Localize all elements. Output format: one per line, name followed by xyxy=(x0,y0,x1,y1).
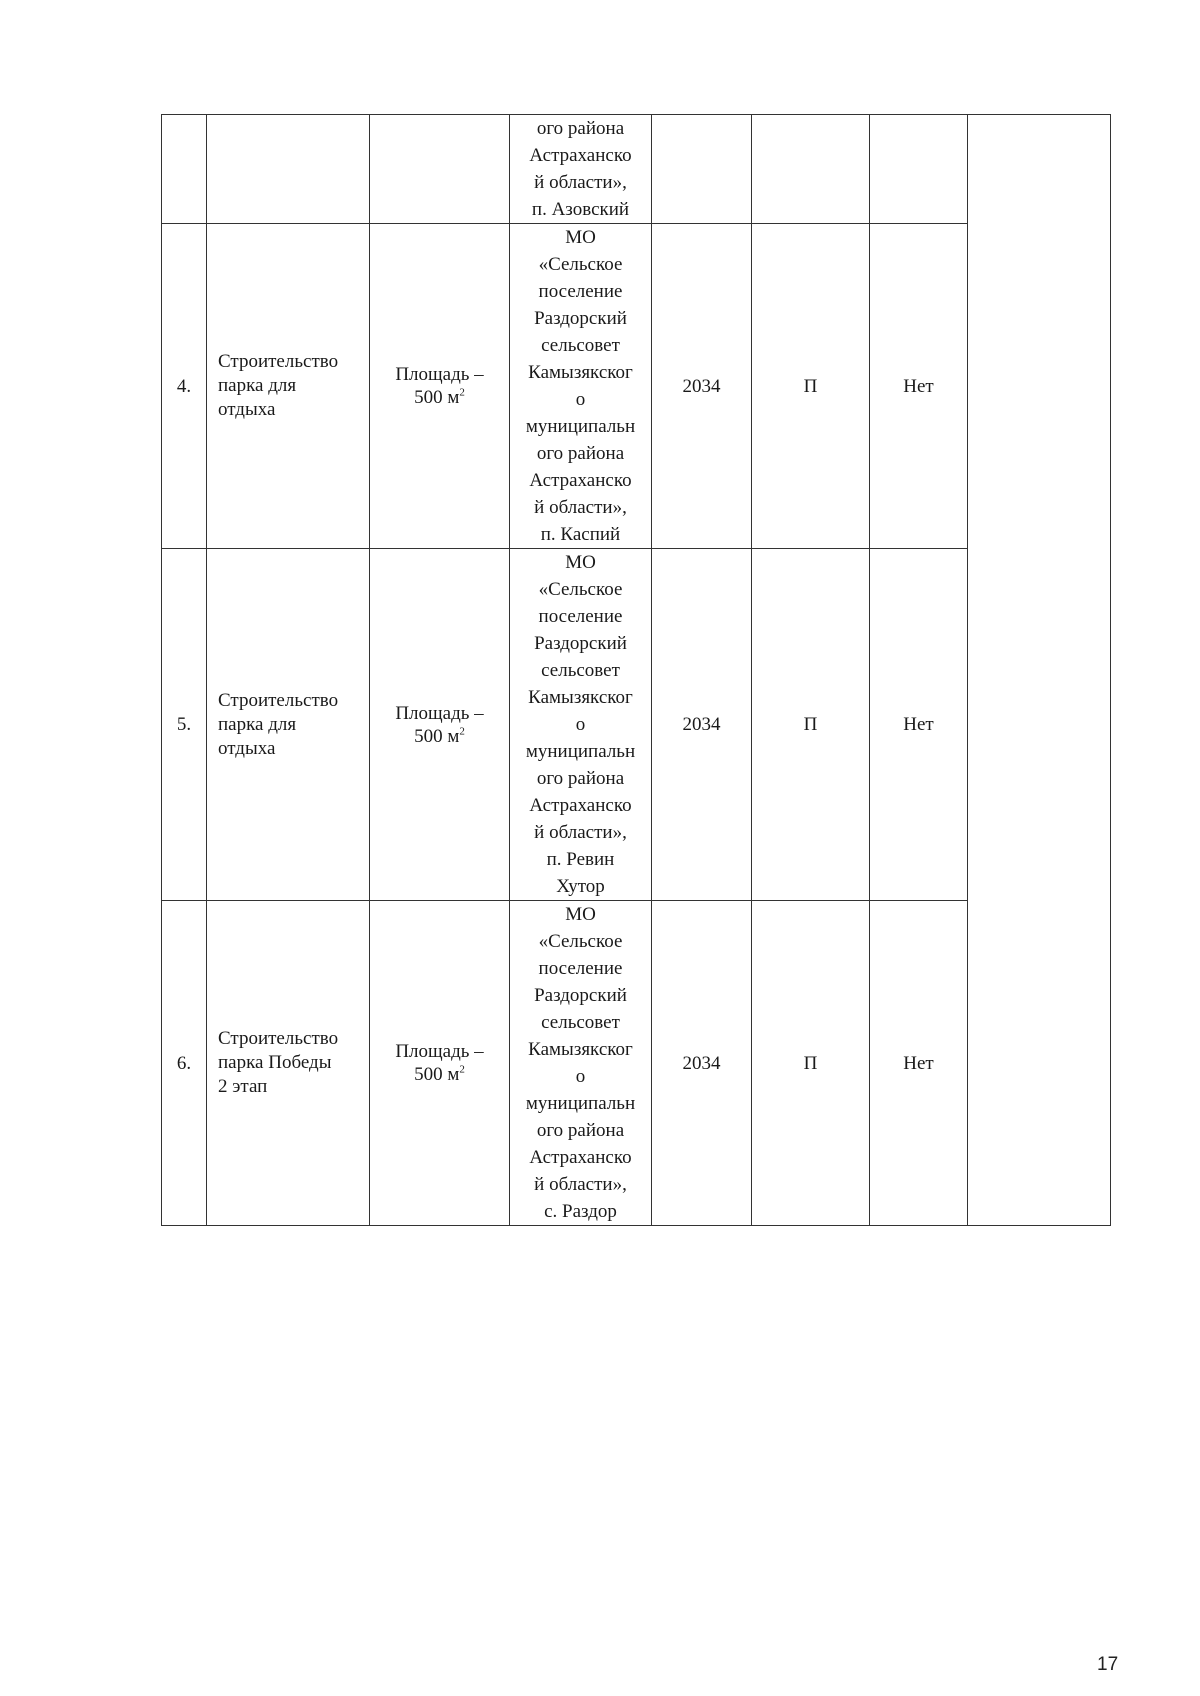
cell-location xyxy=(510,901,652,1226)
location-line: п. Каспий xyxy=(540,524,621,545)
location-line: ого района xyxy=(536,1120,625,1141)
area-value-line xyxy=(370,1063,509,1086)
name-line: парка Победы xyxy=(218,1052,332,1073)
location-line: сельсовет xyxy=(541,660,620,681)
location-line: МО xyxy=(565,227,596,248)
location-line: Раздорский xyxy=(534,633,627,654)
area-label: Площадь – xyxy=(395,702,484,724)
cell-name xyxy=(207,901,370,1226)
area-label: Площадь – xyxy=(395,1041,484,1062)
area-value: 500 м xyxy=(414,725,460,747)
cell-note: Нет xyxy=(870,224,968,549)
name-line: парка для xyxy=(218,713,297,735)
location-line: о xyxy=(575,1066,586,1087)
location-line: поселение xyxy=(538,281,623,302)
cell-year: 2034 xyxy=(652,224,752,549)
cell-num: 6. xyxy=(162,901,207,1226)
cell-type: П xyxy=(752,549,870,901)
area-unit-exponent: 2 xyxy=(459,725,465,738)
location-line: Астраханско xyxy=(529,1147,632,1168)
location-line: Хутор xyxy=(556,876,605,897)
location-line: й области», xyxy=(534,497,627,518)
location-line: сельсовет xyxy=(541,1012,620,1033)
cell-year xyxy=(652,115,752,224)
area-label: Площадь – xyxy=(395,364,484,385)
location-line: Раздорский xyxy=(534,985,627,1006)
cell-type: П xyxy=(752,901,870,1226)
location-line: о xyxy=(575,389,586,410)
cell-num: 5. xyxy=(162,549,207,901)
location-line: ого района xyxy=(536,118,625,139)
name-line: 2 этап xyxy=(218,1076,268,1097)
location-line: МО xyxy=(565,552,596,573)
cell-name xyxy=(207,115,370,224)
location-line: с. Раздор xyxy=(544,1201,617,1222)
location-line: сельсовет xyxy=(541,335,620,356)
location-line: Астраханско xyxy=(529,145,632,166)
location-line: п. Азовский xyxy=(531,199,630,220)
location-line: поселение xyxy=(538,606,623,627)
cell-type: П xyxy=(752,224,870,549)
name-line: Строительство xyxy=(218,1028,339,1049)
location-line: о xyxy=(575,714,586,735)
name-line: Строительство xyxy=(218,351,339,372)
cell-side-column xyxy=(968,115,1111,1226)
area-value-line xyxy=(370,386,509,409)
location-line: Раздорский xyxy=(534,308,627,329)
table-row-continuation xyxy=(162,115,1111,224)
location-line: «Сельское xyxy=(538,931,623,952)
cell-name xyxy=(207,224,370,549)
cell-location xyxy=(510,115,652,224)
location-line: «Сельское xyxy=(538,254,623,275)
page-number: 17 xyxy=(1097,1654,1119,1675)
location-line: Камызякског xyxy=(528,687,633,708)
name-line: отдыха xyxy=(218,399,276,420)
area-unit-exponent: 2 xyxy=(459,1063,465,1076)
cell-note xyxy=(870,115,968,224)
cell-num xyxy=(162,115,207,224)
cell-area xyxy=(370,901,510,1226)
cell-year: 2034 xyxy=(652,901,752,1226)
cell-location xyxy=(510,224,652,549)
location-line: МО xyxy=(565,904,596,925)
area-unit-exponent: 2 xyxy=(459,386,465,399)
location-line: й области», xyxy=(534,822,627,843)
cell-area xyxy=(370,224,510,549)
location-line: й области», xyxy=(534,172,627,193)
cell-name xyxy=(207,549,370,901)
location-line: Камызякског xyxy=(528,1039,633,1060)
location-line: муниципальн xyxy=(525,416,636,437)
cell-note: Нет xyxy=(870,549,968,901)
projects-table xyxy=(161,114,1111,1226)
cell-area xyxy=(370,115,510,224)
name-line: Строительство xyxy=(218,689,339,711)
location-line: поселение xyxy=(538,958,623,979)
cell-year: 2034 xyxy=(652,549,752,901)
name-line: парка для xyxy=(218,375,297,396)
location-line: муниципальн xyxy=(525,741,636,762)
location-line: ого района xyxy=(536,443,625,464)
name-line: отдыха xyxy=(218,737,276,759)
cell-area xyxy=(370,549,510,901)
area-value: 500 м xyxy=(414,387,460,408)
location-line: Астраханско xyxy=(529,795,632,816)
area-value: 500 м xyxy=(414,1064,460,1085)
location-line: п. Ревин xyxy=(546,849,615,870)
cell-num: 4. xyxy=(162,224,207,549)
cell-location xyxy=(510,549,652,901)
area-value-line xyxy=(370,725,509,748)
cell-note: Нет xyxy=(870,901,968,1226)
location-line: й области», xyxy=(534,1174,627,1195)
location-line: ого района xyxy=(536,768,625,789)
location-line: «Сельское xyxy=(538,579,623,600)
location-line: Астраханско xyxy=(529,470,632,491)
location-line: муниципальн xyxy=(525,1093,636,1114)
location-line: Камызякског xyxy=(528,362,633,383)
cell-type xyxy=(752,115,870,224)
